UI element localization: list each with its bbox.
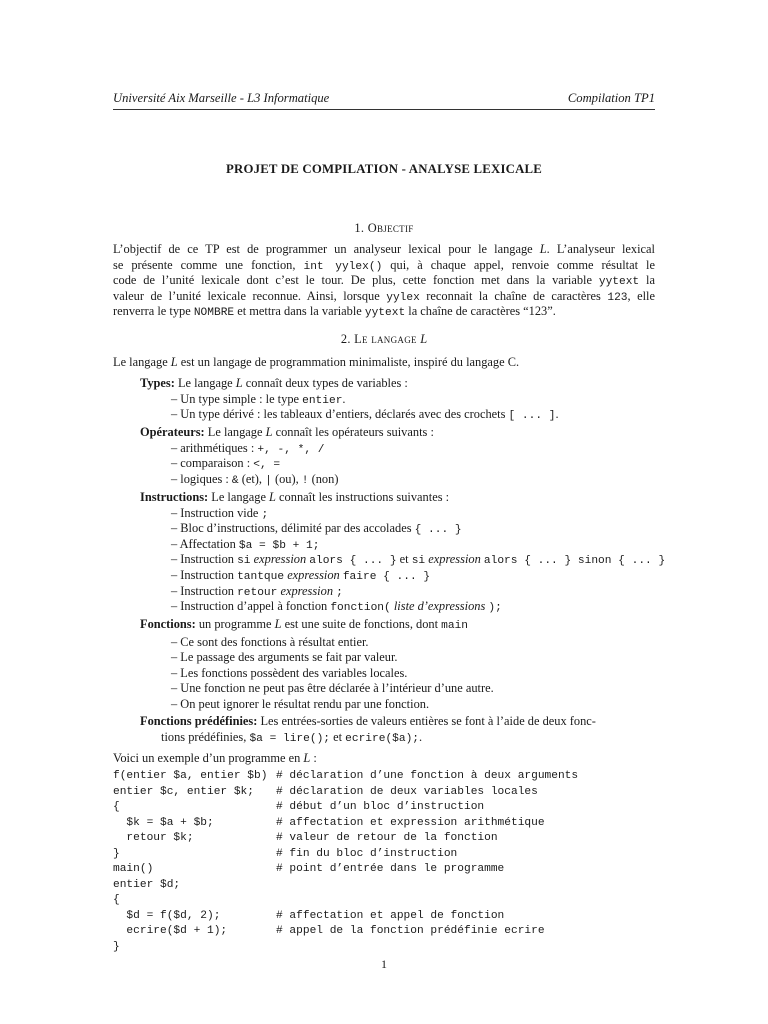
list-item: – Une fonction ne peut pas être déclarée à l’intérieur d’une autre. bbox=[171, 681, 494, 696]
instructions-label: Instructions: bbox=[140, 490, 209, 504]
example-intro: Voici un exemple d’un programme en L : bbox=[113, 751, 317, 765]
operateurs-description: Opérateurs: Le langage L connaît les opérateurs suivants : – arithmétiques : +, -, *, / – comparaison : <, = – logiques : & (et), | (ou), ! (non) bbox=[140, 425, 660, 487]
fonctions-list bbox=[171, 635, 660, 713]
list-item: – Les fonctions possèdent des variables locales. bbox=[171, 665, 408, 680]
langage-intro: Le langage L est un langage de programmation minimaliste, inspiré du langage C. bbox=[113, 355, 520, 369]
document-title: PROJET DE COMPILATION - ANALYSE LEXICALE bbox=[225, 162, 542, 176]
list-item: – arithmétiques : +, -, *, / bbox=[171, 440, 325, 456]
fonctions-label: Fonctions: bbox=[140, 617, 196, 631]
objectif-line: renverra le type NOMBRE et mettra dans la variable yytext la chaîne de caractères “123”. bbox=[113, 304, 556, 320]
objectif-line: L’objectif de ce TP est de programmer un analyseur lexical pour le langage L. L’analyseur lexical bbox=[113, 242, 655, 256]
section-heading-langage: 2. Le langage L bbox=[340, 332, 428, 346]
types-list bbox=[171, 392, 660, 423]
instructions-list bbox=[171, 505, 666, 615]
list-item: – Affectation $a = $b + 1; bbox=[171, 536, 320, 552]
list-item: – logiques : & (et), | (ou), ! (non) bbox=[171, 471, 339, 487]
types-label: Types: bbox=[140, 376, 175, 390]
predefinies-label: Fonctions prédéfinies: bbox=[140, 714, 258, 728]
fonctions-description: Fonctions: un programme L est une suite de fonctions, dont main – Ce sont des fonctions à résultat entier. – Le passage des arguments se fait par valeur. – Les fonctions possèdent des variables locales. – Une fonction ne peut pas être déclarée à l’intérieur d’une autre. – On peut ignorer le résultat rendu par une fonction. bbox=[140, 617, 660, 713]
predefinies-description: Fonctions prédéfinies: Les entrées-sorties de valeurs entières se font à l’aide de deux fonc- tions prédéfinies, $a = lire(); et ecrire($a);. bbox=[140, 714, 596, 745]
operateurs-list bbox=[171, 441, 660, 488]
page-header bbox=[113, 91, 655, 110]
list-item: – Le passage des arguments se fait par valeur. bbox=[171, 650, 398, 665]
page-number: 1 bbox=[381, 957, 387, 971]
list-item: – Un type dérivé : les tableaux d’entiers, déclarés avec des crochets [ ... ]. bbox=[171, 407, 559, 423]
instructions-description: Instructions: Le langage L connaît les instructions suivantes : – Instruction vide ; – Bloc d’instructions, délimité par des accolades { ... } – Affectation $a = $b + 1; – Instruction si expression alors { ... } et si expression alors { ... } sinon { ... } – Instruction tantque expression faire { ... } – Instruction retour expression ; – Instruction d’appel à fonction fonction( liste d’expressions ); bbox=[140, 490, 666, 615]
list-item: – Bloc d’instructions, délimité par des accolades { ... } bbox=[171, 521, 462, 537]
list-item: – Instruction d’appel à fonction fonction( liste d’expressions ); bbox=[171, 599, 502, 615]
objectif-line: code de l’unité lexicale dont c’est le tour. De plus, cette fonction met dans la variable yytext la bbox=[113, 273, 655, 289]
header-university: Université Aix Marseille - L3 Informatique bbox=[113, 91, 330, 105]
list-item: – Instruction retour expression ; bbox=[171, 583, 343, 599]
section-heading-objectif: 1. Objectif bbox=[354, 221, 414, 235]
list-item: – Instruction tantque expression faire { ... } bbox=[171, 567, 431, 583]
list-item: – Instruction si expression alors { ... } et si expression alors { ... } sinon { ... } bbox=[171, 552, 666, 568]
objectif-line: se présente comme une fonction, int yylex() qui, à chaque appel, renvoie comme résultat le bbox=[113, 257, 655, 273]
list-item: – Ce sont des fonctions à résultat entier. bbox=[171, 634, 369, 649]
objectif-paragraph bbox=[113, 242, 655, 320]
header-course: Compilation TP1 bbox=[567, 91, 655, 105]
types-description: Types: Le langage L connaît deux types de variables : – Un type simple : le type entier. – Un type dérivé : les tableaux d’entiers, déclarés avec des crochets [ ... ]. bbox=[140, 376, 660, 423]
list-item: – Un type simple : le type entier. bbox=[171, 391, 346, 407]
list-item: – Instruction vide ; bbox=[171, 505, 269, 521]
list-item: – On peut ignorer le résultat rendu par une fonction. bbox=[171, 696, 430, 711]
list-item: – comparaison : <, = bbox=[171, 456, 281, 472]
operateurs-label: Opérateurs: bbox=[140, 425, 205, 439]
objectif-line: valeur de l’unité lexicale reconnue. Ainsi, lorsque yylex reconnait la chaîne de caractères 123, elle bbox=[113, 288, 655, 304]
